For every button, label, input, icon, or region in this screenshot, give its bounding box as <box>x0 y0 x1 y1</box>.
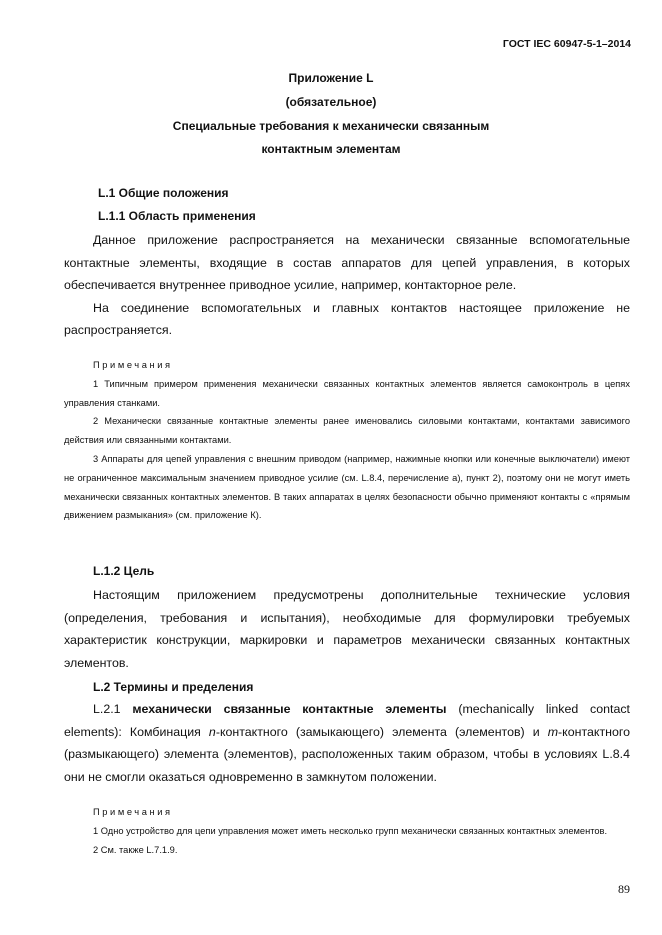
appendix-heading-line2: контактным элементам <box>261 142 401 156</box>
note-item: 2 См. также L.7.1.9. <box>93 844 178 855</box>
note-item: 1 Типичным примером применения механически связанных контактных элементов является самоконтроль в цепях управления станками. <box>64 378 630 408</box>
definition-l21 <box>64 698 630 788</box>
section-l12-body <box>64 584 630 674</box>
notes-block-1 <box>64 356 630 525</box>
section-heading-l1: L.1 Общие положения <box>98 186 229 200</box>
section-heading-l11: L.1.1 Область применения <box>98 209 256 223</box>
paragraph: Настоящим приложением предусмотрены дополнительные технические условия (определения, требования и испытания), необходимые для формулировки требуемых характеристик конструкции, маркировки и параметров механически связанных контактных элементов. <box>64 588 630 670</box>
definition-paragraph <box>64 698 630 788</box>
appendix-heading-line1: Специальные требования к механически связанным <box>172 119 490 133</box>
notes-title: Примечания <box>93 360 173 370</box>
definition-variable-n: n <box>208 724 216 739</box>
section-l11-body <box>64 229 630 342</box>
definition-term: механически связанные контактные элементы <box>132 702 447 716</box>
definition-variable-m: m <box>547 724 559 739</box>
definition-text: -контактного (замыкающего) элемента (элементов) и <box>215 724 548 739</box>
definition-number: L.2.1 <box>93 702 133 716</box>
appendix-status: (обязательное) <box>285 95 377 109</box>
standard-header: ГОСТ IEC 60947-5-1–2014 <box>502 38 631 50</box>
section-heading-l12: L.1.2 Цель <box>93 564 155 578</box>
definition-text: -контактного (размыкающего) элемента (элементов), расположенных таким образом, чтобы в условиях L.8.4 они не смогли оказаться одновременно в замкнутом положении. <box>64 724 630 784</box>
page-number: 89 <box>618 882 630 896</box>
notes-block-2 <box>64 803 630 859</box>
section-heading-l2: L.2 Термины и пределения <box>93 680 254 694</box>
note-item: 1 Одно устройство для цепи управления может иметь несколько групп механически связанных контактных элементов. <box>93 825 608 836</box>
paragraph: На соединение вспомогательных и главных контактов настоящее приложение не распространяется. <box>64 300 630 338</box>
definition-text: (mechanically linked contact elements): Комбинация <box>64 702 630 739</box>
appendix-title: Приложение L <box>288 71 374 85</box>
paragraph: Данное приложение распространяется на механически связанные вспомогательные контактные элементы, входящие в состав аппаратов для цепей управления, в которых обеспечивается внутреннее приводное усилие, например, контакторное реле. <box>64 233 630 293</box>
notes-title: Примечания <box>93 807 173 817</box>
note-item: 2 Механически связанные контактные элементы ранее именовались силовыми контактами, контактами зависимого действия или связанными контактами. <box>64 416 630 446</box>
note-item: 3 Аппараты для цепей управления с внешним приводом (например, нажимные кнопки или конечные выключатели) имеют не ограниченное максимальным значением приводное усилие (см. L.8.4, перечисление а), пункт 2), поэтому они не могут иметь механически связанных контактных элементов. В таких аппаратах в целях безопасности обычно применяют контакты с «прямым движением размыкания» (см. приложение К). <box>64 453 630 521</box>
